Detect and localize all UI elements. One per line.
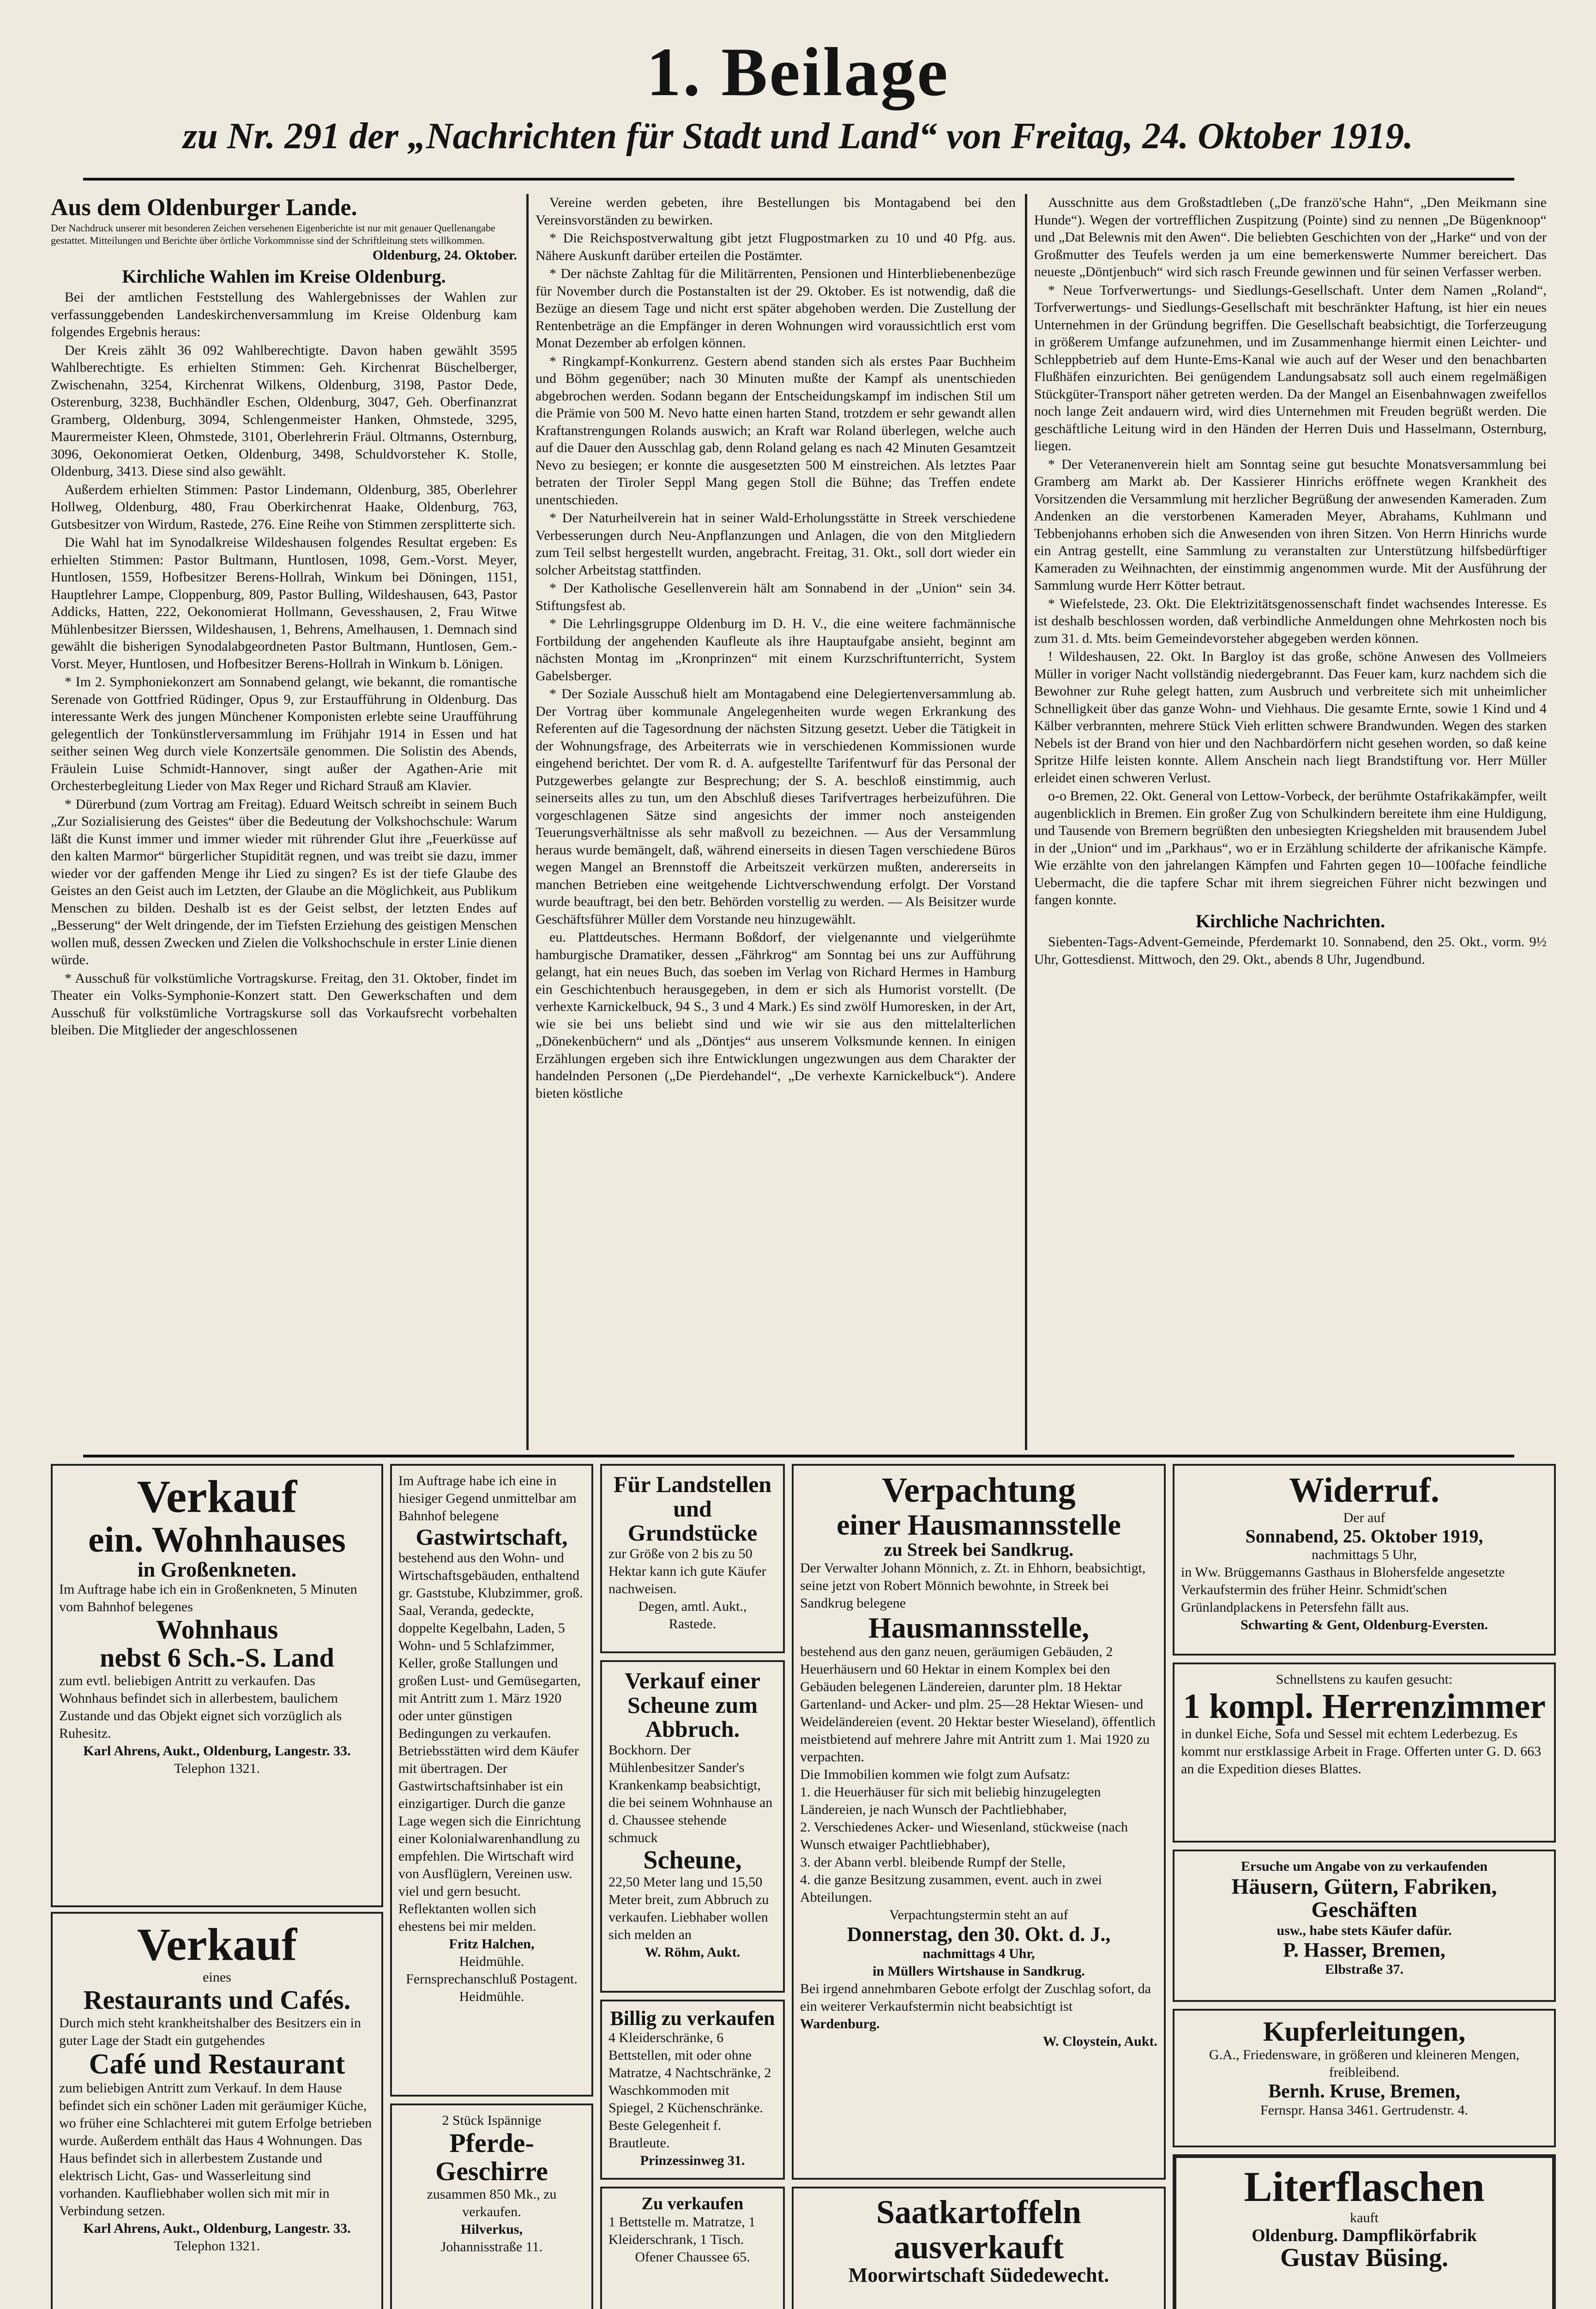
- ad-title: Verkauf: [137, 1471, 297, 1522]
- masthead-rule: [83, 178, 1514, 181]
- ad-headline: einer Hausmannsstelle: [837, 1508, 1121, 1541]
- ad-land-plots: [600, 1464, 785, 1653]
- article-paragraph: Vereine werden gebeten, ihre Bestellungen bis Montagabend bei den Vereinsvorständen zu bewirken.: [536, 195, 1016, 228]
- ad-study-wanted: [1173, 1662, 1556, 1843]
- ad-phone: Telephon 1321.: [174, 2238, 260, 2254]
- article-paragraph: Bei der amtlichen Feststellung des Wahlergebnisses der Wahlen zur verfassunggebenden Landeskirchenversammlung im Kreise Oldenburg kam folgendes Ergebnis heraus:: [51, 290, 517, 339]
- ad-text: Im Auftrage habe ich ein in Großenkneten, 5 Minuten vom Bahnhof belegenes: [59, 1582, 357, 1615]
- ad-headline: Pferde-Geschirre: [435, 2128, 548, 2186]
- article-paragraph: Die Wahl hat im Synodalkreise Wildeshausen folgendes Resultat ergeben: Es erhielten Stimmen: Pastor Bultmann, Huntlosen, 1098, Gem.-Vorst. Meyer, Huntlosen, 1559, Hofbesitzer Berens-Hollrah, Winkum bei Döningen, 1151, Hauptlehrer Lampe, Cloppenburg, 809, Pastor Bulling, Wildeshausen, 643, Pastor Addicks, Hatten, 222, Oekonomierat Hollmann, Gevesshausen, 2, Frau Witwe Mühlenbesitzer Bierssen, Wildeshausen, 1, Behrens, Amelhausen, 1. Demnach sind gewählt die bisherigen Synodalabgeordneten Pastor Bultmann, Huntlosen, Gem.-Vorst. Meyer, Huntlosen, und Hofbesitzer Berens-Hollrah in Winkum b. Lönigen.: [51, 535, 517, 671]
- ad-headline: Für Landstellen und Grundstücke: [613, 1471, 772, 1546]
- article-heading-church-elections: Kirchliche Wahlen im Kreise Oldenburg.: [122, 266, 446, 287]
- column-3: [1034, 194, 1547, 1450]
- ad-date: Donnerstag, den 30. Okt. d. J.,: [847, 1923, 1111, 1946]
- ad-location: in Großenkneten.: [137, 1557, 297, 1581]
- ad-property-agent: [1173, 1850, 1556, 2002]
- article-paragraph: * Der Katholische Gesellenverein hält am Sonnabend in der „Union“ sein 34. Stiftungsfest ab.: [536, 580, 1016, 613]
- ad-signature: Degen, amtl. Aukt.,: [638, 1598, 747, 1614]
- ad-signature: P. Hasser, Bremen,: [1283, 1938, 1445, 1961]
- ad-text: bestehend aus den Wohn- und Wirtschaftsgebäuden, enthaltend gr. Gaststube, Klubzimmer, groß. Saal, Veranda, gedeckte, doppelte Kegelbahn, Laden, 5 Wohn- und 5 Schlafzimmer, Keller, große Stallungen und großen Lust- und Gemüsegarten, mit Antritt zum 1. März 1920 oder unter günstigen Bedingungen zu verkaufen. Betriebsstätten wird dem Käufer mit übertragen. Der Gastwirtschaftsinhaber ist ein einzigartiger. Durch die ganze Lage wegen sich die Einrichtung einer Kolonialwarenhandlung zu empfehlen. Die Wirtschaft wird von Ausflüglern, Vereinen usw. viel und gern besucht. Reflektanten wollen sich ehestens bei mir melden.: [398, 1550, 583, 1934]
- ad-location: zu Streek bei Sandkrug.: [884, 1539, 1074, 1560]
- ad-signature: Ofener Chaussee 65.: [635, 2249, 750, 2265]
- ad-text: Der auf: [1343, 1510, 1385, 1525]
- ad-text: 1 Bettstelle m. Matratze, 1 Kleiderschrank, 1 Tisch.: [608, 2214, 756, 2247]
- ad-furniture-sale: [600, 2000, 785, 2180]
- ad-headline: Kupferleitungen,: [1263, 2016, 1466, 2047]
- ad-text: Der Verwalter Johann Mönnich, z. Zt. in Ehhorn, beabsichtigt, seine jetzt von Robert Mönnich bewohnte, in Streek bei Sandkrug belegene: [800, 1560, 1146, 1611]
- ad-signature: Gustav Büsing.: [1280, 2243, 1449, 2272]
- ad-signature: Bernh. Kruse, Bremen,: [1268, 2081, 1460, 2102]
- reprint-note: Der Nachdruck unserer mit besonderen Zeichen versehenen Eigenberichte ist nur mit genauer Quellenangabe gestattet. Mitteilungen und Berichte über örtliche Vorkommnisse sind der Schriftleitung stets willkommen.: [51, 222, 495, 246]
- ad-headline: Gastwirtschaft,: [416, 1524, 568, 1550]
- column-divider: [526, 194, 529, 1450]
- ad-title: Verpachtung: [882, 1471, 1076, 1510]
- ad-phone: Telephon 1321.: [174, 1760, 260, 1776]
- ad-text: bestehend aus den ganz neuen, geräumigen Gebäuden, 2 Heuerhäusern und 60 Hektar in einem Komplex bei den Gebäuden belegenen Ländereien, darunter plm. 18 Hektar Gartenland- und Acker- und plm. 25—28 Hektar Wiesen- und Weideländereien (event. 20 Hektar bester Wieseland), öffentlich meistbietend auf mehrere Jahre mit Antritt zum 1. Mai 1920 zu verpachten.: [800, 1644, 1156, 1765]
- ad-signature: W. Röhm, Aukt.: [644, 1945, 741, 1960]
- ad-bed-sale: [600, 2187, 785, 2309]
- ad-headline: Wohnhaus: [156, 1614, 278, 1645]
- article-paragraph: * Der Naturheilverein hat in seiner Wald-Erholungsstätte in Streek verschiedene Verbesserungen durch Neu-Anpflanzungen und Anlagen, die von den Mitgliedern zum Teil selbst hergestellt wurden, angebracht. Freitag, 31. Okt., soll dort wieder ein solcher Arbeitstag stattfinden.: [536, 510, 1016, 578]
- ad-headline: Verkauf einer Scheune zum Abbruch.: [625, 1668, 760, 1742]
- list-item: 1. die Heuerhäuser für sich mit beliebig hinzugelegten Ländereien, je nach Wunsch der Pachtliebhaber,: [800, 1784, 1101, 1818]
- article-paragraph: * Ringkampf-Konkurrenz. Gestern abend standen sich als erstes Paar Buchheim und Böhm gegenüber; nach 30 Minuten mußte der Kampf als unentschieden abgebrochen werden. Sodann begann der Entscheidungskampf im indischen Stil um die Prämie von 500 M. Nevo hatte einen harten Stand, trotzdem er sehr gewandt allen Kraftanstrengungen Rolands auswich; an Kraft war Roland überlegen, welche auch auf die Dauer den Ausschlag gab, denn Roland gelang es nach 42 Minuten Gesamtzeit Nevo zu besiegen; er konnte die ausgesetzten 500 M einstreichen. Als letztes Paar betraten der Tiroler Seppl Mang gegen Stoll die Bühne; das Treffen endete unentschieden.: [536, 353, 1016, 508]
- ad-text: Ersuche um Angabe von zu verkaufenden: [1241, 1859, 1488, 1874]
- ad-text: G.A., Friedensware, in größeren und kleineren Mengen, freibleibend.: [1209, 2047, 1520, 2080]
- church-news-text: Siebenten-Tags-Advent-Gemeinde, Pferdemarkt 10. Sonnabend, den 25. Okt., vorm. 9½ Uhr, Gottesdienst. Mittwoch, den 29. Okt., abends 8 Uhr, Jugendbund.: [1034, 934, 1547, 967]
- ad-text: Schnellstens zu kaufen gesucht:: [1276, 1672, 1453, 1687]
- masthead: [0, 0, 1596, 185]
- ad-text: in Ww. Brüggemanns Gasthaus in Blohersfelde angesetzte Verkaufstermin des früher Heinr. Schmidt'schen Grünlandplackens in Petersfehn fällt aus.: [1181, 1564, 1505, 1615]
- ad-signature: Fernspr. Hansa 3461. Gertrudenstr. 4.: [1260, 2103, 1468, 2118]
- list-item: 3. der Abann verbl. bleibende Rumpf der Stelle,: [800, 1855, 1066, 1870]
- issue-subtitle: zu Nr. 291 der „Nachrichten für Stadt und Land“ von Freitag, 24. Oktober 1919.: [183, 116, 1413, 157]
- ad-signature: Johannisstraße 11.: [440, 2239, 543, 2255]
- article-paragraph: * Wiefelstede, 23. Okt. Die Elektrizitätsgenossenschaft findet wachsendes Interesse. Es ist deshalb beschlossen worden, daß verbindliche Anmeldungen ohne Mehrkosten noch bis zum 31. d. Mts. beim Gemeindevorsteher abgegeben werden können.: [1034, 596, 1547, 646]
- ad-time: nachmittags 5 Uhr,: [1312, 1547, 1417, 1562]
- church-news-heading: Kirchliche Nachrichten.: [1195, 910, 1385, 931]
- ad-signature: Moorwirtschaft Südedewecht.: [848, 2264, 1109, 2287]
- section-heading: Aus dem Oldenburger Lande.: [51, 194, 357, 221]
- ad-place: in Müllers Wirtshause in Sandkrug.: [873, 1964, 1085, 1979]
- ad-harness-sale: [390, 2103, 593, 2309]
- ad-signature: Hilverkus,: [460, 2221, 523, 2237]
- ad-text: Fernsprechanschluß Postagent. Heidmühle.: [406, 1971, 578, 2004]
- list-item: 2. Verschiedenes Acker- und Wiesenland, stückweise (nach Wunsch etwaiger Pachtliebhaber),: [800, 1819, 1128, 1853]
- ad-text: Oldenburg. Dampflikörfabrik: [1252, 2225, 1477, 2245]
- ad-text: kauft: [1350, 2210, 1379, 2225]
- ad-liter-bottles: [1173, 2154, 1556, 2309]
- ad-headline: ein. Wohnhauses: [88, 1519, 346, 1559]
- ad-signature: Elbstraße 37.: [1325, 1961, 1403, 1977]
- ad-restaurant-sale: [51, 1912, 383, 2309]
- article-paragraph: ! Wildeshausen, 22. Okt. In Bargloy ist das große, schöne Anwesen des Vollmeiers Müller in voriger Nacht vollständig niedergebrannt. Das Feuer kam, kurz nachdem sich die Bewohner zur Ruhe gelegt hatten, zum Ausbruch und verbreitete sich mit unheimlicher Schnelligkeit über das ganze Wohn- und Viehhaus. Die gesamte Ernte, sowie 1 Kind und 4 Kälber verbrannten, mehrere Stück Vieh erlitten schwere Brandwunden. Wegen des starken Nebels ist der Brand von hier und den Nachbardörfern nicht gesehen worden, so daß keine Spritze Hilfe leisten konnte. Allem Anschein nach liegt Brandstiftung vor. Herr Müller erleidet einen schweren Verlust.: [1034, 649, 1547, 786]
- ad-time: nachmittags 4 Uhr,: [922, 1946, 1035, 1962]
- article-paragraph: * Ausschuß für volkstümliche Vortragskurse. Freitag, den 31. Oktober, findet im Theater ein Volks-Symphonie-Konzert statt. Den Gewerkschaften und dem Ausschuß für volkstümliche Vortragskurse soll das Vorkaufsrecht vorbehalten bleiben. Die Mitglieder der angeschlossenen: [51, 970, 517, 1038]
- ad-barn-sale: [600, 1660, 785, 1993]
- ad-signature: Prinzessinweg 31.: [640, 2153, 745, 2169]
- ad-text: zur Größe von 2 bis zu 50 Hektar kann ich gute Käufer nachweisen.: [608, 1546, 766, 1596]
- ad-headline: Saatkartoffeln ausverkauft: [876, 2194, 1081, 2266]
- ad-text: usw., habe stets Käufer dafür.: [1277, 1922, 1452, 1938]
- ad-text: 22,50 Meter lang und 15,50 Meter breit, zum Abbruch zu verkaufen. Liebhaber wollen sich melden an: [608, 1874, 769, 1943]
- ad-text: zum evtl. beliebigen Antritt zu verkaufen. Das Wohnhaus befindet sich in allerbestem, baulichem Zustande und das Objekt eignet sich vorzüglich als Ruhesitz.: [59, 1673, 342, 1741]
- supplement-title: 1. Beilage: [646, 34, 950, 110]
- ad-seed-potatoes: [792, 2187, 1166, 2309]
- ad-headline: Häusern, Gütern, Fabriken, Geschäften: [1231, 1874, 1497, 1922]
- article-paragraph: * Der Soziale Ausschuß hielt am Montagabend eine Delegiertenversammlung ab. Der Vortrag über kommunale Angelegenheiten wurde wegen Erkrankung des Referenten auf die Tagesordnung der nächsten Sitzung gesetzt. Ueber die Tätigkeit in der Wohnungsfrage, des Arbeiterrats wie in verschiedenen Kommissionen wurde eingehend berichtet. Der vom R. d. A. aufgestellte Tarifentwurf für das Personal der Putzgewerbes gelangte zur Besprechung; der S. A. beschloß einstimmig, auch seinerseits alles zu tun, um den Abschluß dieses Tarifvertrages herbeizuführen. Die vorgeschlagenen Sätze sind angesichts der immer noch ansteigenden Teuerungsverhältnisse als sehr maßvoll zu bezeichnen. — Aus der Versammlung heraus wurde bemängelt, daß, während einerseits in diesen Tagen verschiedene Büros wegen Mangel an Brennstoff die Arbeitszeit verkürzen mußten, andererseits in manchen Betrieben eine weitgehende Lichtverschwendung erfolgt. Der Vorstand wurde beauftragt, bei den betr. Behörden vorstellig zu werden. — Als Beisitzer wurde Geschäftsführer Müller dem Vorstande neu hinzugewählt.: [536, 686, 1016, 927]
- ad-headline: nebst 6 Sch.-S. Land: [100, 1643, 334, 1673]
- dateline: Oldenburg, 24. Oktober.: [372, 248, 517, 263]
- article-paragraph: Außerdem erhielten Stimmen: Pastor Lindemann, Oldenburg, 385, Oberlehrer Hollweg, Oldenburg, 480, Frau Oberkirchenrat Haake, Oldenburg, 763, Gutsbesitzer von Wirdum, Rastede, 276. Eine Reihe von Stimmen zersplitterte sich.: [51, 482, 517, 532]
- ad-headline: Scheune,: [643, 1845, 742, 1874]
- article-paragraph: * Der Veteranenverein hielt am Sonntag seine gut besuchte Monatsversammlung bei Gramberg am Markt ab. Der Kassierer Hinrichs eröffnete wegen Krankheit des Vorsitzenden die Versammlung mit herzlicher Begrüßung der anwesenden Kameraden. Zum Andenken an die verstorbenen Kameraden Meyer, Abrahams, Kuhlmann und Tebbenjohanns erhoben sich die Anwesenden von ihren Sitzen. Von Herrn Hinrichs wurde ein Antrag gestellt, eine Sammlung zu veranstalten zur Unterstützung hilfsbedürftiger Kameraden zu Weihnachten, der einstimmig angenommen wurde. Mit der Ausführung der Sammlung wurde Herr Kötter betraut.: [1034, 456, 1547, 593]
- article-paragraph: * Neue Torfverwertungs- und Siedlungs-Gesellschaft. Unter dem Namen „Roland“, Torfverwertungs- und Siedlungs-Gesellschaft mit beschränkter Haftung, ist hier ein neues Unternehmen in der Gründung begriffen. Die Gesellschaft beabsichtigt, die Torferzeugung in größerem Umfange aufzunehmen, und im Zusammenhange hiermit einen Leichter- und Schleppbetrieb auf dem Hunte-Ems-Kanal wie auch auf der Weser und den benachbarten Flußhäfen einzurichten. Bei genügendem Landungsabsatz soll auch einem regelmäßigen Stückgüter-Transport näher getreten werden. Da der Mangel an Eisenbahnwagen zweifellos noch lange Zeit andauern wird, wird dies Unternehmen mit Freuden begrüßt werden. Die geschäftliche Leitung wird in den Händen der Herren Duis und Hasselmann, Osternburg, liegen.: [1034, 282, 1547, 453]
- article-paragraph: * Dürerbund (zum Vortrag am Freitag). Eduard Weitsch schreibt in seinem Buch „Zur Sozialisierung des Geistes“ über die Bedeutung der Volkshochschule: Warum läßt die Kunst immer und immer wieder mit rührender Glut ihre „Feuerküsse auf den kalten Marmor“ bürgerlicher Stupidität regnen, und was treibt sie dazu, immer wieder vor der gaffenden Menge ihr Lied zu singen? Es ist der tiefe Glaube des Geistes an den Geist auch im Letzten, der Glaube an die Möglichkeit, aus Publikum Menschen zu bilden. Deshalb ist es der Geist selbst, der letzten Endes auf „Besserung“ der Welt dringende, der im Tiefsten Erziehung des geistigen Menschen wollen muß, dessen Zwecken und Zielen die Volkshochschule in erster Linie dienen würde.: [51, 796, 517, 967]
- ad-house-sale: [51, 1464, 383, 1907]
- ad-headline: Restaurants und Cafés.: [83, 1985, 351, 2015]
- ad-signature: Schwarting & Gent, Oldenburg-Eversten.: [1241, 1617, 1488, 1632]
- ad-headline: Literflaschen: [1244, 2163, 1485, 2210]
- ad-headline: Hausmannsstelle,: [868, 1611, 1090, 1644]
- ad-copper-wire: [1173, 2009, 1556, 2147]
- column-2: [536, 194, 1016, 1450]
- ad-title: Widerruf.: [1289, 1471, 1439, 1510]
- ad-headline: Café und Restaurant: [89, 2048, 345, 2080]
- article-paragraph: Ausschnitte aus dem Großstadtleben („De franzö'sche Hahn“, „Den Meikmann sine Hunde“). Wegen der vortrefflichen Zuspitzung (Pointe) sind zu nennen „De Bügenknoop“ und „Dat Belewnis mit den Awen“. Die beliebten Geschichten von der „Harke“ und von der Großmutter des Teufels werden ja um eine bemerkenswerte Nummer bereichert. Das neueste „Döntjenbuch“ wird sich rasch Freunde gewinnen und für seinen Verfasser werben.: [1034, 195, 1547, 279]
- ad-text: Die Immobilien kommen wie folgt zum Aufsatz:: [800, 1767, 1070, 1783]
- ad-headline: Billig zu verkaufen: [610, 2007, 775, 2030]
- ad-text: eines: [203, 1970, 231, 1985]
- ad-farm-lease: [792, 1464, 1166, 2180]
- article-paragraph: * Der nächste Zahltag für die Militärrenten, Pensionen und Hinterbliebenenbezüge für November durch die Postanstalten ist der 29. Oktober. Es ist notwendig, daß die Bezüge an diesem Tage und nicht erst später abgehoben werden. Die Zustellung der Rentenbeträge an die Empfänger in deren Wohnungen wird voraussichtlich erst vom Monat Dezember ab erfolgen können.: [536, 266, 1016, 351]
- ad-signature: Karl Ahrens, Aukt., Oldenburg, Langestr. 33.: [83, 1743, 351, 1759]
- ad-inn-sale: [390, 1464, 593, 2097]
- ad-text: in dunkel Eiche, Sofa und Sessel mit echtem Lederbezug. Es kommt nur erstklassige Arbeit in Frage. Offerten unter G. D. 663 an die Expedition dieses Blattes.: [1181, 1726, 1542, 1777]
- ad-date: Sonnabend, 25. Oktober 1919,: [1245, 1525, 1483, 1547]
- ad-text: Durch mich steht krankheitshalber des Besitzers ein in guter Lage der Stadt ein gutgehendes: [59, 2015, 361, 2048]
- ad-text: Bei irgend annehmbaren Gebote erfolgt der Zuschlag sofort, da ein weiterer Verkaufstermin nicht beabsichtigt ist: [800, 1981, 1151, 2014]
- ad-signature: W. Cloystein, Aukt.: [1042, 2034, 1157, 2049]
- ad-text: Im Auftrage habe ich eine in hiesiger Gegend unmittelbar am Bahnhof belegene: [398, 1473, 577, 1523]
- article-paragraph: Der Kreis zählt 36 092 Wahlberechtigte. Davon haben gewählt 3595 Wahlberechtigte. Es erhielten Stimmen: Geh. Kirchenrat Büschelberger, Zwischenahn, 3254, Kirchenrat Wilkens, Oldenburg, 3198, Pastor Dede, Osterenburg, 3238, Buchhändler Eschen, Oldenburg, 3047, Geh. Oberfinanzrat Gramberg, Oldenburg, 3094, Schlengenmeister Hanken, Ohmstede, 3295, Maurermeister Kleen, Ohmstede, 3101, Oberlehrerin Fräul. Oltmanns, Osternburg, 3096, Oekonomierat Oetken, Oldenburg, 3498, Schuldvorsteher K. Stolle, Oldenburg, 3413. Diese sind also gewählt.: [51, 342, 517, 479]
- article-paragraph: * Die Reichspostverwaltung gibt jetzt Flugpostmarken zu 10 und 40 Pfg. aus. Nähere Auskunft darüber erteilen die Postämter.: [536, 230, 1016, 263]
- ads-rule: [83, 1455, 1514, 1457]
- ad-signature: Wardenburg.: [800, 2016, 880, 2032]
- ad-revocation: [1173, 1464, 1556, 1656]
- column-1: [51, 194, 517, 1450]
- ad-headline: Zu verkaufen: [641, 2194, 744, 2213]
- ad-headline: 1 kompl. Herrenzimmer: [1183, 1687, 1546, 1726]
- ad-signature: Rastede.: [669, 1616, 717, 1632]
- ad-text: Bockhorn. Der Mühlenbesitzer Sander's Krankenkamp beabsichtigt, die bei seinem Wohnhause an d. Chaussee stehende schmuck: [608, 1742, 773, 1845]
- ad-text: 2 Stück Ispännige: [442, 2113, 542, 2128]
- ad-text: zum beliebigen Antritt zum Verkauf. In dem Hause befindet sich ein schöner Laden mit geräumiger Küche, wo früher eine Schlachterei mit gutem Erfolge betrieben wurde. Außerdem enthält das Haus 4 Wohnungen. Das Haus befindet sich in allerbestem Zustande und elektrisch Licht, Gas- und Wasserleitung sind vorhanden. Kaufliebhaber wollen sich mit mir in Verbindung setzen.: [59, 2080, 372, 2218]
- article-paragraph: * Im 2. Symphoniekonzert am Sonnabend gelangt, wie bekannt, die romantische Serenade von Gottfried Rüdinger, Opus 9, zur Erstaufführung in Oldenburg. Das interessante Werk des jungen Münchener Komponisten erlebte seine Uraufführung gelegentlich der Tonkünstlerversammlung im Frühjahr 1914 in Essen und hat seither seinen Weg durch viele Konzertsäle genommen. Die Solistin des Abends, Fräulein Luise Schmidt-Hannover, singt außer der Agathen-Arie mit Orchesterbegleitung Lieder von Max Reger und Richard Strauß am Klavier.: [51, 674, 517, 793]
- article-paragraph: eu. Plattdeutsches. Hermann Boßdorf, der vielgenannte und vielgerühmte hamburgische Dramatiker, dessen „Fährkrog“ am Sonntag bei uns zur Aufführung gelangt, hat ein neues Buch, das soeben im Verlag von Richard Hermes in Hamburg ein Geschichtenbuch herausgegeben, in dem er sich als Humorist vorstellt. (De verhexte Karnickelbuck, 94 S., 3 und 4 Mark.) Es sind zwölf Humoresken, in der Art, wie sie bei uns beliebt sind und wie wir sie aus den mittelalterlichen „Dönekenbüchern“ und als „Döntjes“ aus unserem Volksmunde kennen. In einigen Erzählungen ergeben sich ihre Entwicklungen ungezwungen aus dem Charakter der handelnden Personen („De Pierdehandel“, „De verhexte Karnickelbuck“). Andere bieten köstliche: [536, 930, 1016, 1101]
- ad-signature: Fritz Halchen,: [449, 1936, 535, 1952]
- ad-signature: Karl Ahrens, Aukt., Oldenburg, Langestr. 33.: [83, 2220, 351, 2236]
- article-paragraph: o-o Bremen, 22. Okt. General von Lettow-Vorbeck, der berühmte Ostafrikakämpfer, weilt augenblicklich in Bremen. Ein großer Zug von Schulkindern bereitete ihm eine Huldigung, und Tausende von Bremern begrüßten den unbesiegten Kriegshelden mit brausendem Jubel in der „Union“ und im „Parkhaus“, wo er in Erzählung schilderte der afrikanische Kämpfe. Wie erzählte von den jahrelangen Kämpfen und Fahrten gegen 10—100fache feindliche Uebermacht, die die tapfere Schar mit ihrem siegreichen Führer nicht bezwingen und fangen konnte.: [1034, 788, 1547, 907]
- column-divider: [1025, 194, 1027, 1450]
- ad-text: 4 Kleiderschränke, 6 Bettstellen, mit oder ohne Matratze, 4 Nachtschränke, 2 Waschkommoden mit Spiegel, 2 Küchenschränke. Beste Gelegenheit f. Brautleute.: [608, 2030, 771, 2151]
- ad-text: Verpachtungstermin steht an auf: [889, 1907, 1068, 1923]
- list-item: 4. die ganze Besitzung zusammen, event. auch in zwei Abteilungen.: [800, 1872, 1102, 1905]
- ad-title: Verkauf: [137, 1919, 297, 1970]
- ad-text: zusammen 850 Mk., zu verkaufen.: [427, 2186, 557, 2219]
- ad-signature: Heidmühle.: [459, 1953, 524, 1969]
- article-paragraph: * Die Lehrlingsgruppe Oldenburg im D. H. V., die eine weitere fachmännische Fortbildung der angehenden Kaufleute als ihre Hauptaufgabe ansieht, beginnt am nächsten Montag im „Kronprinzen“ mit einem Kurzschriftunterricht, System Gabelsberger.: [536, 616, 1016, 683]
